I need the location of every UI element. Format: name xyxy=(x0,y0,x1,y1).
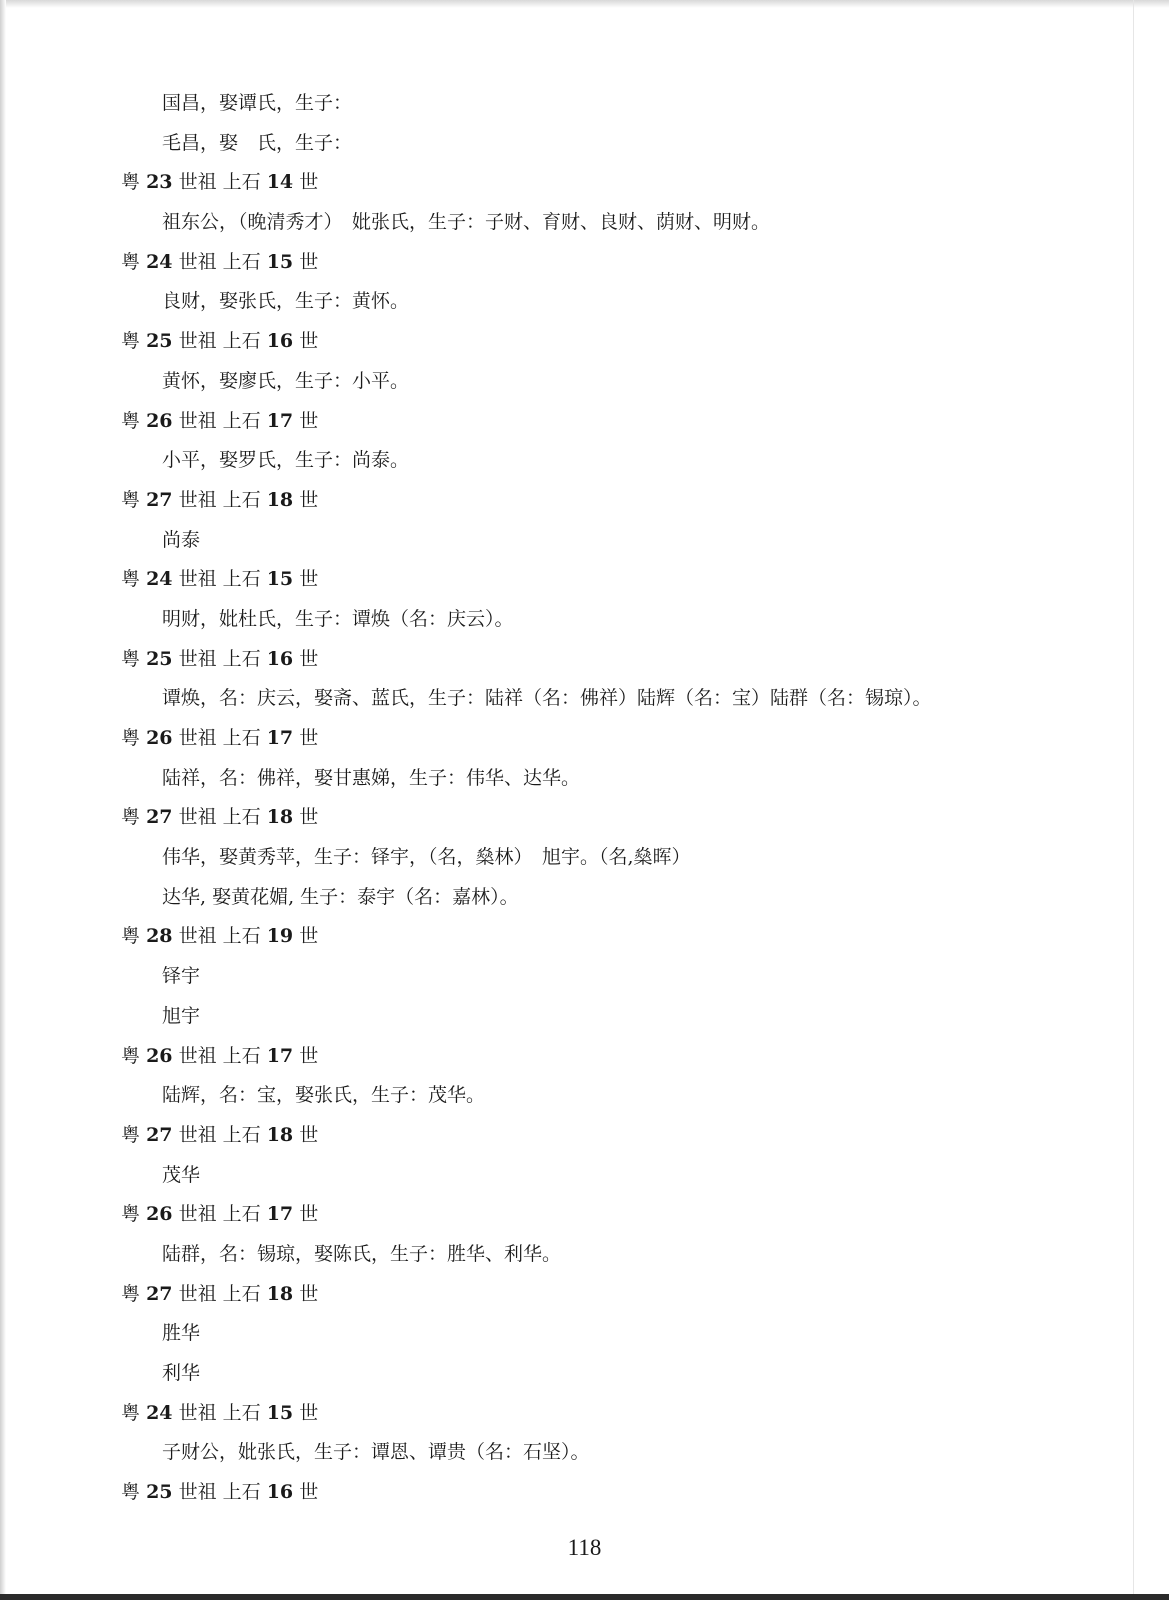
genealogy-entry: 旭宇 xyxy=(162,1004,201,1027)
genealogy-entry: 尚泰 xyxy=(162,528,201,551)
heading-generation-word: 世祖 xyxy=(178,250,217,273)
heading-sub-generation-number: 16 xyxy=(266,647,294,670)
heading-sub-generation-number: 19 xyxy=(266,925,294,948)
genealogy-entry: 小平，娶罗氏，生子：尚泰。 xyxy=(162,449,410,472)
heading-sub-generation-number: 17 xyxy=(266,1044,294,1067)
heading-prefix: 粤 xyxy=(121,250,141,273)
heading-generation-number: 28 xyxy=(146,925,173,948)
generation-heading xyxy=(0,1473,1169,1513)
generation-heading xyxy=(0,1275,1169,1315)
heading-generation-word: 世祖 xyxy=(178,568,217,591)
generation-heading xyxy=(0,322,1169,362)
heading-generation-word: 世祖 xyxy=(178,1123,217,1146)
heading-generation-word: 世祖 xyxy=(178,647,217,670)
generation-heading xyxy=(0,560,1169,600)
heading-place: 上石 xyxy=(222,1123,261,1146)
heading-generation-word: 世祖 xyxy=(178,488,217,511)
heading-sub-word: 世 xyxy=(299,1401,319,1424)
heading-prefix: 粤 xyxy=(121,330,141,353)
genealogy-entry: 国昌，娶谭氏，生子： xyxy=(162,92,353,114)
heading-place: 上石 xyxy=(222,1203,261,1226)
heading-prefix: 粤 xyxy=(121,1044,141,1067)
heading-place: 上石 xyxy=(222,647,261,670)
heading-sub-word: 世 xyxy=(299,488,319,511)
generation-heading xyxy=(0,1195,1169,1235)
heading-place: 上石 xyxy=(222,727,261,749)
heading-sub-word: 世 xyxy=(299,1282,319,1305)
heading-generation-number: 26 xyxy=(146,1044,173,1067)
heading-generation-word: 世祖 xyxy=(178,330,217,353)
heading-prefix: 粤 xyxy=(121,568,141,591)
heading-sub-generation-number: 18 xyxy=(266,1123,294,1146)
heading-place: 上石 xyxy=(222,925,261,948)
heading-sub-word: 世 xyxy=(299,568,319,591)
heading-generation-word: 世祖 xyxy=(178,925,217,948)
heading-sub-generation-number: 15 xyxy=(266,250,294,273)
heading-generation-word: 世祖 xyxy=(178,1401,217,1424)
genealogy-entry: 良财，娶张氏，生子：黄怀。 xyxy=(162,290,410,313)
heading-sub-word: 世 xyxy=(299,806,319,829)
heading-sub-word: 世 xyxy=(299,171,319,194)
heading-prefix: 粤 xyxy=(121,488,141,511)
generation-heading xyxy=(0,1394,1169,1434)
heading-generation-number: 25 xyxy=(146,1481,173,1504)
heading-sub-generation-number: 18 xyxy=(266,488,294,511)
heading-place: 上石 xyxy=(222,1401,261,1424)
genealogy-entry: 黄怀，娶廖氏，生子：小平。 xyxy=(162,369,410,392)
heading-place: 上石 xyxy=(222,806,261,829)
heading-sub-word: 世 xyxy=(299,1203,319,1226)
genealogy-entry: 子财公，妣张氏，生子：谭恩、谭贵（名：石坚）。 xyxy=(162,1441,590,1464)
genealogy-entry: 利华 xyxy=(162,1362,201,1384)
heading-generation-word: 世祖 xyxy=(178,171,217,194)
genealogy-entry: 茂华 xyxy=(162,1163,201,1186)
heading-place: 上石 xyxy=(222,568,261,591)
heading-generation-number: 24 xyxy=(146,568,173,591)
heading-place: 上石 xyxy=(222,1044,261,1067)
heading-generation-number: 25 xyxy=(146,330,173,353)
genealogy-entry: 毛昌，娶 氏，生子： xyxy=(162,131,353,154)
heading-generation-word: 世祖 xyxy=(178,1203,217,1226)
genealogy-entry: 祖东公，（晚清秀才） 妣张氏，生子：子财、育财、良财、荫财、明财。 xyxy=(162,211,771,234)
heading-place: 上石 xyxy=(222,171,261,194)
genealogy-entry: 达华, 娶黄花媚, 生子：泰宇（名：嘉林）。 xyxy=(162,885,519,908)
heading-prefix: 粤 xyxy=(121,647,141,670)
generation-heading xyxy=(0,1116,1169,1156)
genealogy-entry: 伟华，娶黄秀苹，生子：铎宇，（名，燊林） 旭宇。（名,燊晖） xyxy=(162,846,691,869)
heading-sub-word: 世 xyxy=(299,727,319,749)
heading-sub-word: 世 xyxy=(299,1481,319,1504)
heading-generation-number: 27 xyxy=(146,806,173,829)
heading-sub-word: 世 xyxy=(299,250,319,273)
heading-generation-number: 26 xyxy=(146,1203,173,1226)
heading-prefix: 粤 xyxy=(121,727,141,749)
scan-bottom-edge xyxy=(0,1594,1169,1600)
heading-generation-word: 世祖 xyxy=(178,727,217,749)
heading-generation-number: 24 xyxy=(146,1401,173,1424)
heading-generation-number: 23 xyxy=(146,171,173,194)
genealogy-entry: 陆祥，名：佛祥，娶甘惠娣，生子：伟华、达华。 xyxy=(162,766,581,789)
heading-sub-generation-number: 14 xyxy=(266,171,294,194)
generation-heading xyxy=(0,640,1169,680)
heading-sub-word: 世 xyxy=(299,409,319,432)
heading-place: 上石 xyxy=(222,409,261,432)
genealogy-entry: 谭焕，名：庆云，娶斋、蓝氏，生子：陆祥（名：佛祥）陆辉（名：宝）陆群（名：锡琼）。 xyxy=(162,687,932,710)
heading-prefix: 粤 xyxy=(121,1203,141,1226)
heading-generation-number: 25 xyxy=(146,647,173,670)
heading-generation-word: 世祖 xyxy=(178,806,217,829)
heading-sub-word: 世 xyxy=(299,925,319,948)
heading-prefix: 粤 xyxy=(121,806,141,829)
heading-place: 上石 xyxy=(222,488,261,511)
heading-generation-number: 27 xyxy=(146,1282,173,1305)
heading-sub-word: 世 xyxy=(299,330,319,353)
genealogy-entry: 胜华 xyxy=(162,1322,201,1345)
heading-sub-generation-number: 17 xyxy=(266,1203,294,1226)
genealogy-text-body xyxy=(0,84,1169,1513)
genealogy-entry: 陆辉，名：宝，娶张氏，生子：茂华。 xyxy=(162,1084,486,1107)
heading-sub-generation-number: 18 xyxy=(266,1282,294,1305)
heading-sub-generation-number: 18 xyxy=(266,806,294,829)
scan-top-edge xyxy=(0,0,1169,8)
heading-sub-generation-number: 15 xyxy=(266,1401,294,1424)
heading-prefix: 粤 xyxy=(121,409,141,432)
heading-generation-word: 世祖 xyxy=(178,409,217,432)
generation-heading xyxy=(0,402,1169,442)
genealogy-entry: 陆群，名：锡琼，娶陈氏，生子：胜华、利华。 xyxy=(162,1242,562,1265)
genealogy-entry: 铎宇 xyxy=(162,965,201,988)
generation-heading xyxy=(0,917,1169,957)
heading-sub-word: 世 xyxy=(299,1123,319,1146)
heading-generation-number: 26 xyxy=(146,727,173,749)
heading-prefix: 粤 xyxy=(121,171,141,194)
heading-place: 上石 xyxy=(222,1282,261,1305)
heading-generation-number: 26 xyxy=(146,409,173,432)
heading-prefix: 粤 xyxy=(121,1481,141,1504)
heading-generation-number: 27 xyxy=(146,488,173,511)
heading-generation-word: 世祖 xyxy=(178,1282,217,1305)
heading-sub-generation-number: 16 xyxy=(266,330,294,353)
genealogy-entry: 明财，妣杜氏，生子：谭焕（名：庆云）。 xyxy=(162,607,514,630)
generation-heading xyxy=(0,163,1169,203)
heading-prefix: 粤 xyxy=(121,925,141,948)
heading-generation-word: 世祖 xyxy=(178,1481,217,1504)
heading-sub-generation-number: 15 xyxy=(266,568,294,591)
heading-sub-generation-number: 17 xyxy=(266,409,294,432)
generation-heading xyxy=(0,798,1169,838)
heading-prefix: 粤 xyxy=(121,1282,141,1305)
heading-place: 上石 xyxy=(222,330,261,353)
heading-place: 上石 xyxy=(222,1481,261,1504)
generation-heading xyxy=(0,243,1169,283)
heading-sub-word: 世 xyxy=(299,647,319,670)
heading-sub-word: 世 xyxy=(299,1044,319,1067)
generation-heading xyxy=(0,1037,1169,1077)
heading-generation-word: 世祖 xyxy=(178,1044,217,1067)
page-number: 118 xyxy=(567,1535,602,1560)
heading-generation-number: 24 xyxy=(146,250,173,273)
heading-generation-number: 27 xyxy=(146,1123,173,1146)
heading-prefix: 粤 xyxy=(121,1401,141,1424)
heading-sub-generation-number: 16 xyxy=(266,1481,294,1504)
heading-sub-generation-number: 17 xyxy=(266,727,294,749)
heading-place: 上石 xyxy=(222,250,261,273)
heading-prefix: 粤 xyxy=(121,1123,141,1146)
generation-heading xyxy=(0,481,1169,521)
generation-heading xyxy=(0,719,1169,759)
